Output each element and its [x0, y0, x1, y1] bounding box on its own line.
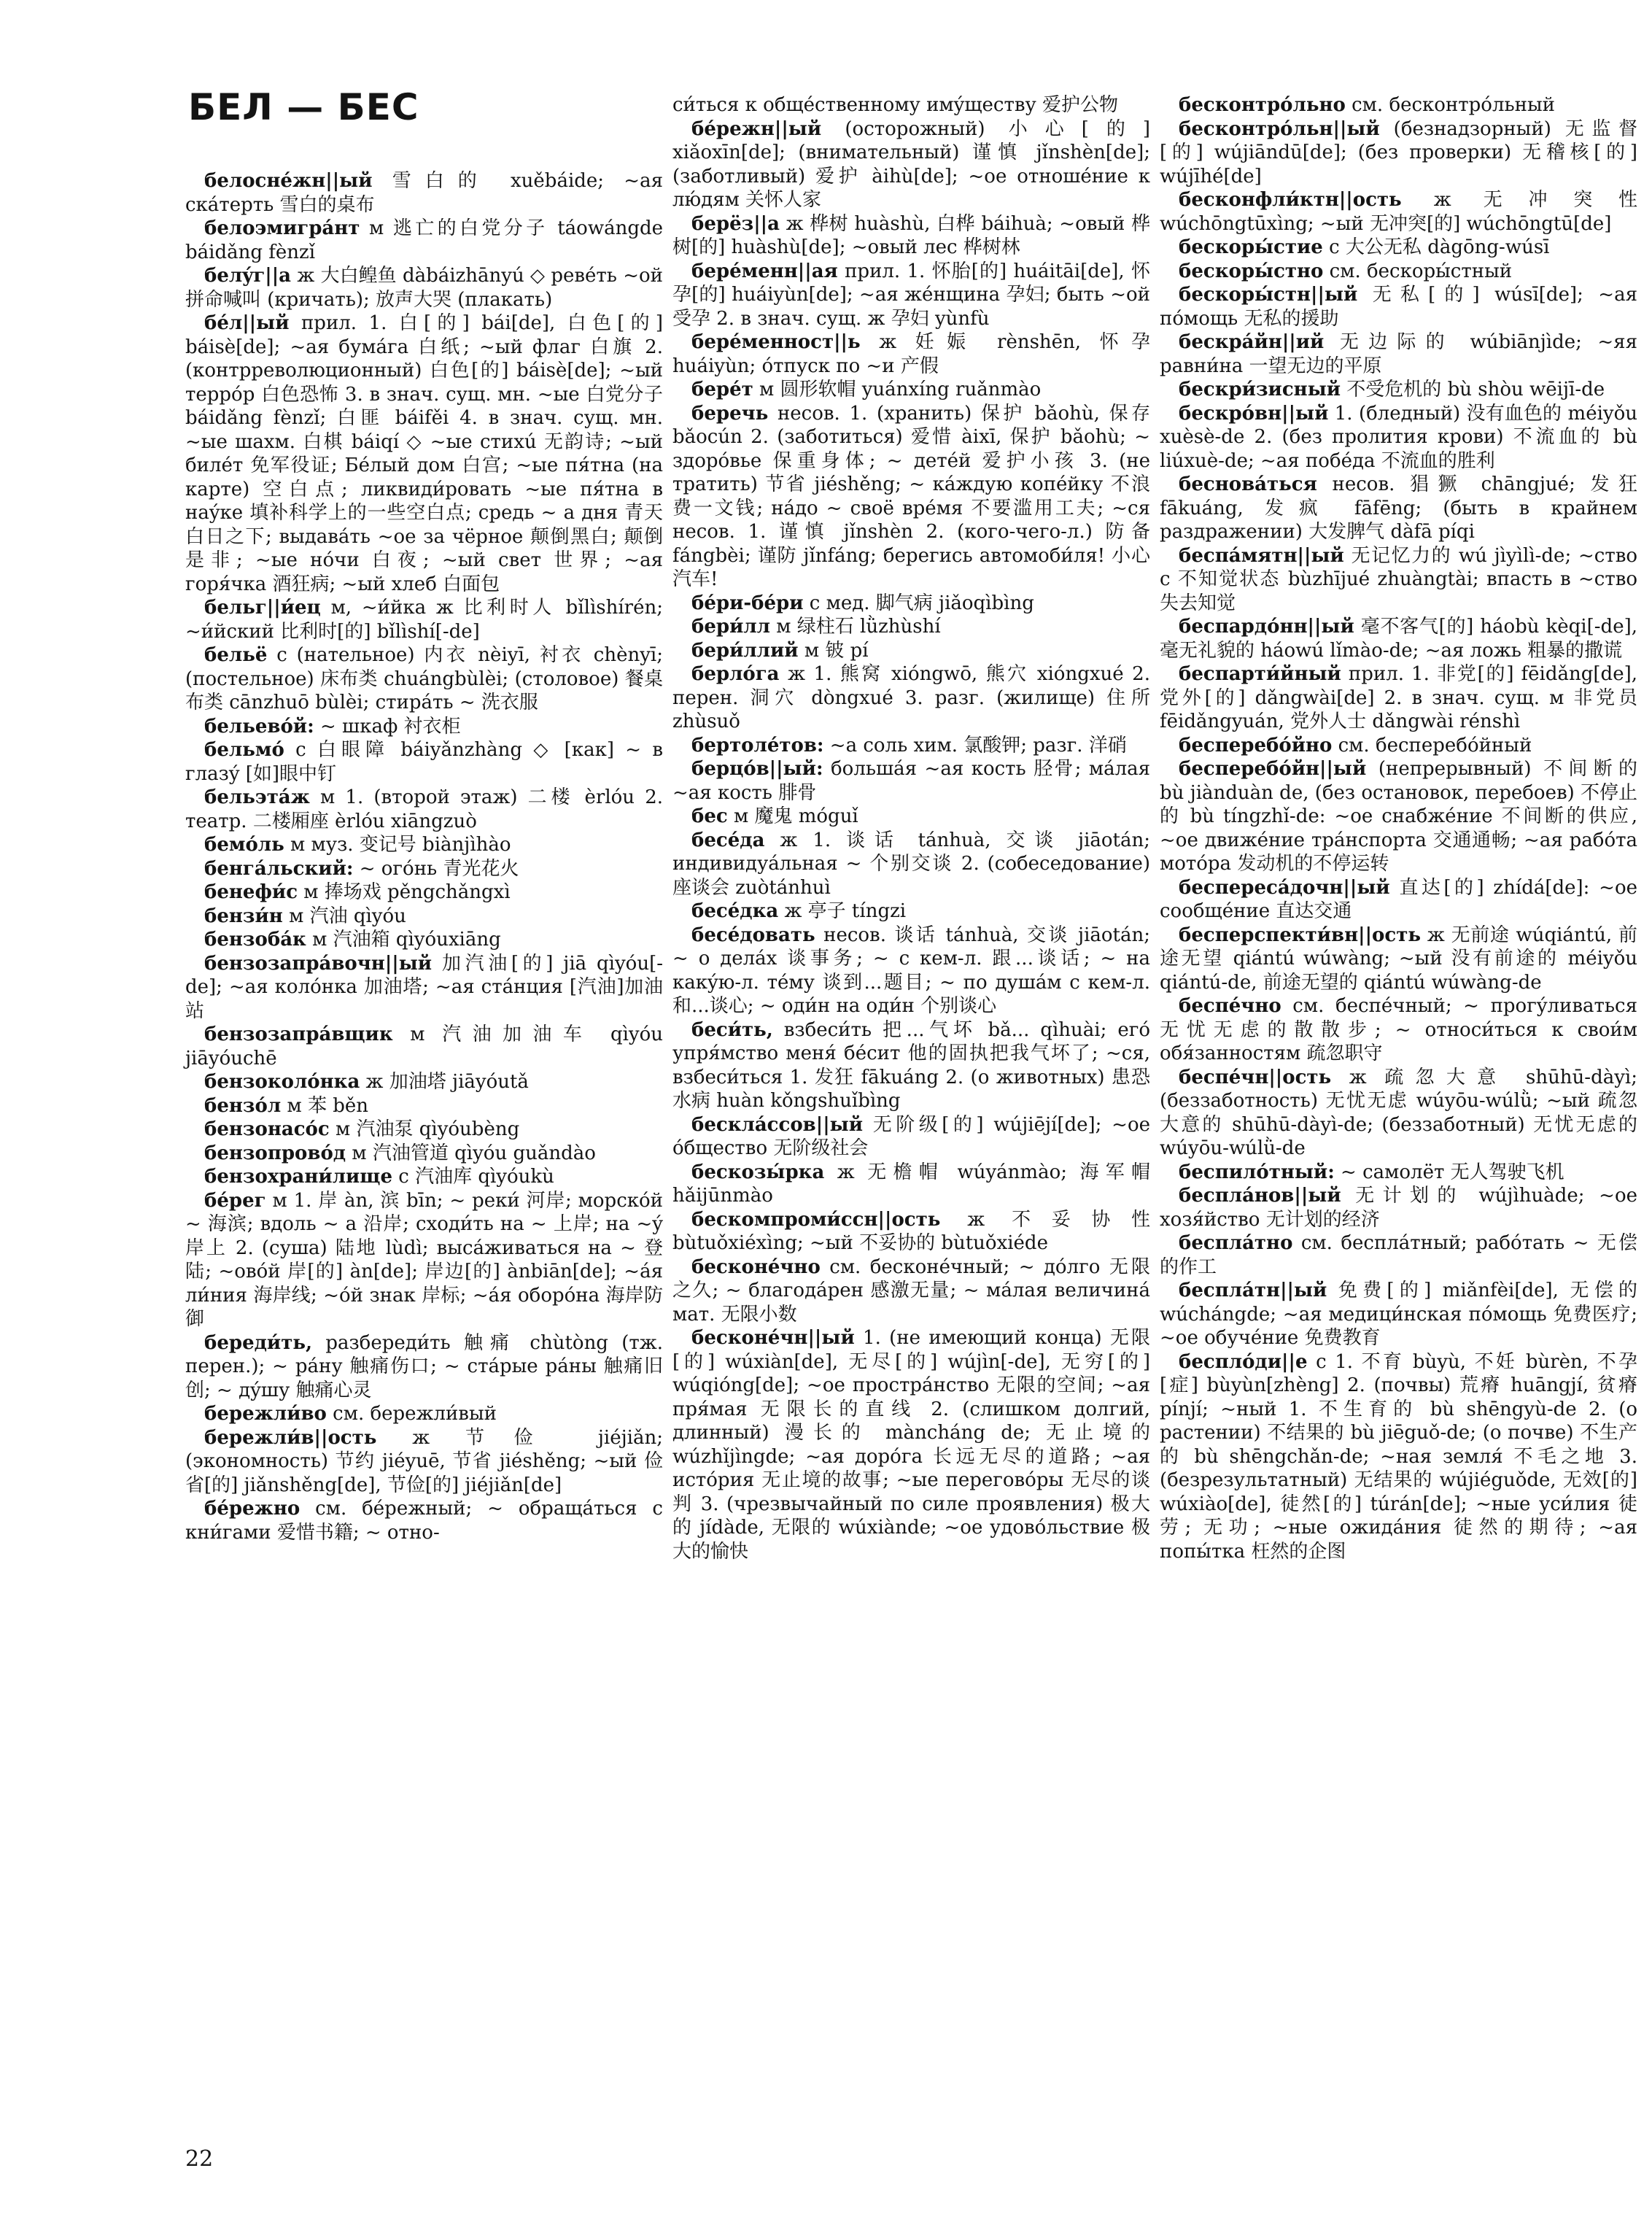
- dictionary-entry: бéрег м 1. 岸 àn, 滨 bīn; ~ реки́ 河岸; морскóй ~ 海滨; вдоль ~ а 沿岸; сходи́ть на ~ 上岸; на ~ý 岸上 2. (суша) 陆地 lùdì; высáживаться на ~ 登陆; ~овóй 岸[的] àn[de]; 岸边[的] ànbiān[de]; ~áя ли́ния 海岸线; ~óй знак 岸标; ~áя оборóна 海岸防御: [185, 1189, 663, 1330]
- dictionary-entry: бери́лл м 绿柱石 lǜzhùshí: [691, 616, 941, 638]
- dictionary-entry: бензозапрáвочн||ый 加汽油[的] jiā qìyóu[-de]; ~ая колóнка 加油塔; ~ая стáнция [汽油]加油站: [185, 952, 663, 1022]
- dictionary-entry: бесклáссов||ый 无阶级[的] wújiējí[de]; ~ое óбщество 无阶级社会: [672, 1113, 1150, 1159]
- dictionary-entry: бельмó с 白眼障 báiyǎnzhàng ◇ [как] ~ в глазý [如]眼中钉: [185, 739, 663, 785]
- headword: бензозапрáвочн||ый: [204, 952, 433, 975]
- dictionary-entry: бенгáльский: ~ огóнь 青光花火: [204, 857, 519, 880]
- dictionary-entry: бензобáк м 汽油箱 qìyóuxiāng: [204, 929, 501, 951]
- dictionary-entry: си́ться к общéственному имýществу 爱护公物: [672, 94, 1119, 116]
- dictionary-entry: бесперспекти́вн||ость ж 无前途 wúqiántú, 前途无望 qiántú wúwàng; ~ый 没有前途的 méiyǒu qiántú-de, 前途无望的 qiántú wúwàng-de: [1160, 924, 1637, 994]
- dictionary-entry: бесéдовать несов. 谈话 tánhuà, 交谈 jiāotán; ~ о делáх 谈事务; ~ с кем-л. 跟...谈话; ~ на какýю-л. тéму 谈到...题目; ~ по душáм с кем-л. 和...谈心; ~ оди́н на оди́н 个别谈心: [672, 924, 1150, 1017]
- dictionary-entry: бесконфли́ктн||ость ж 无冲突性 wúchōngtūxìng; ~ый 无冲突[的] wúchōngtū[de]: [1160, 189, 1637, 235]
- dictionary-entry: бéл||ый прил. 1. 白[的] bái[de], 白色[的] báisè[de]; ~ая бумáга 白纸; ~ый флаг 白旗 2. (контрреволюционный) 白色[的] báisè[de]; ~ый террóр 白色恐怖 3. в знач. сущ. мн. ~ые 白党分子 báidǎng fènzǐ; 白匪 báifěi 4. в знач. сущ. мн. ~ые шахм. 白棋 báiqí ◇ ~ые стихú 无韵诗; ~ый билéт 免军役证; Бéлый дом 白宫; ~ые пя́тна (на карте) 空白点; ликвиди́ровать ~ые пя́тна в наýке 填补科学上的一些空白点; средь ~ а дня 青天白日之下; выдавáть ~ое за чёрное 颠倒黑白; 颠倒是非; ~ые нóчи 白夜; ~ый свет 世界; ~ая горя́чка 酒狂病; ~ый хлеб 白面包: [185, 312, 663, 595]
- headword: бензозапрáвщик: [204, 1024, 393, 1045]
- headword: бензоколóнка: [204, 1071, 360, 1093]
- dictionary-entry: бемóль м муз. 变记号 biànjìhào: [204, 834, 511, 856]
- headword: бензопровóд: [204, 1142, 346, 1164]
- dictionary-entry: бесéда ж 1. 谈话 tánhuà, 交谈 jiāotán; индивидуáльная ~ 个别交谈 2. (собеседование) 座谈会 zuòtánhuì: [672, 829, 1150, 899]
- headword: берцóв||ый:: [691, 758, 823, 780]
- dictionary-entry: бельевóй: ~ шкаф 衬衣柜: [204, 715, 461, 738]
- dictionary-entry: бескозы́рка ж 无檐帽 wúyánmào; 海军帽 hǎijūnmào: [672, 1161, 1150, 1207]
- headword: беси́ть,: [691, 1018, 773, 1041]
- headword: бесновáться: [1179, 473, 1317, 495]
- dictionary-entry: бес м 魔鬼 móguǐ: [691, 805, 858, 827]
- dictionary-entry: бензохрани́лище с 汽油库 qìyóukù: [204, 1166, 554, 1188]
- dictionary-entry: бертолéтов: ~а соль хим. 氯酸钾; разг. 洋硝: [691, 734, 1127, 757]
- dictionary-entry: бескоры́стие с 大公无私 dàgōng-wúsī: [1179, 236, 1550, 258]
- headword: бесéдовать: [691, 924, 815, 946]
- dictionary-entry: бензи́н м 汽油 qìyóu: [204, 905, 406, 927]
- headword: беспересáдочн||ый: [1179, 876, 1390, 899]
- dictionary-entry: беспáмятн||ый 无记忆力的 wú jìyìlì-de; ~ство с 不知觉状态 bùzhījué zhuàngtài; впасть в ~ство 失去知觉: [1160, 544, 1637, 614]
- headword: бельмó: [204, 739, 284, 761]
- dictionary-entry: бери́ллий м 铍 pí: [691, 639, 869, 662]
- headword: бéрежно: [204, 1498, 300, 1520]
- dictionary-entry: берёз||а ж 桦树 huàshù, 白桦 báihuà; ~овый 桦树[的] huàshù[de]; ~овый лес 桦树林: [672, 212, 1150, 258]
- headword: бесконтрóльн||ый: [1179, 117, 1380, 140]
- headword: берлóга: [691, 663, 780, 685]
- dictionary-entry: бельэтáж м 1. (второй этаж) 二楼 èrlóu 2. театр. 二楼厢座 èrlóu xiāngzuò: [185, 786, 663, 832]
- headword: бесперебóйн||ый: [1179, 758, 1367, 780]
- headword: бережли́во: [204, 1403, 327, 1425]
- dictionary-entry: бесконéчн||ый 1. (не имеющий конца) 无限[的] wúxiàn[de], 无尽[的] wújìn[-de], 无穷[的] wúqióng[de]; ~ое прострáнство 无限的空间; ~ая пря́мая 无限长的直线 2. (слишком долгий, длинный) 漫长的 màncháng de; 无止境的 wúzhǐjìngde; ~ая дорóга 长远无尽的道路; ~ая истóрия 无止境的故事; ~ые переговóры 无尽的谈判 3. (чрезвычайный по силе проявления) 极大的 jídàde, 无限的 wúxiànde; ~ое удовóльствие 极大的愉快: [672, 1327, 1150, 1563]
- headword: бесплóди||е: [1179, 1350, 1308, 1373]
- dictionary-entry: бензонасóс м 汽油泵 qìyóubèng: [204, 1118, 520, 1140]
- dictionary-entry: бесновáться несов. 猖獗 chāngjué; 发狂 fākuáng, 发疯 fāfēng; (быть в крайнем раздражении) 大发脾气 dàfā píqi: [1160, 473, 1637, 543]
- dictionary-entry: бескрáйн||ий 无边际的 wúbiānjìde; ~яя равни́на 一望无边的平原: [1160, 331, 1637, 377]
- dictionary-entry: бескри́зисный 不受危机的 bù shòu wēijī-de: [1179, 379, 1605, 401]
- headword: бескозы́рка: [691, 1161, 825, 1183]
- dictionary-entry: бережли́во см. бережли́вый: [204, 1403, 497, 1425]
- dictionary-entry: беспардóнн||ый 毫不客气[的] háobù kèqi[-de], 毫无礼貌的 háowú lǐmào-de; ~ая ложь 粗暴的撒谎: [1160, 616, 1637, 662]
- dictionary-entry: бензозапрáвщик м 汽油加油车 qìyóu jiāyóuchē: [185, 1024, 663, 1069]
- dictionary-entry: берéменн||ая прил. 1. 怀胎[的] huáitāi[de], 怀孕[的] huáiyùn[de]; ~ая жéнщина 孕妇; быть ~ой 受孕 2. в знач. сущ. ж 孕妇 yùnfù: [672, 260, 1150, 330]
- dictionary-entry: бесплóди||е с 1. 不育 bùyù, 不妊 bùrèn, 不孕[症] bùyùn[zhèng] 2. (почвы) 荒瘠 huāngjí, 贫瘠 pínjí; ~ный 1. 不生育的 bù shēngyù-de 2. (о растении) 不结果的 bù jiēguǒ-de; (о почве) 不生产的 bù shēngchǎn-de; ~ная земля́ 不毛之地 3. (безрезультатный) 无结果的 wújiéguǒde, 无效[的] wúxiào[de], 徒然[的] túrán[de]; ~ные уси́лия 徒劳; 无功; ~ные ожидáния 徒然的期待; ~ая попы́тка 枉然的企图: [1160, 1350, 1637, 1563]
- dictionary-entry: береди́ть, разбереди́ть 触痛 chùtòng (тж. перен.); ~ рáну 触痛伤口; ~ стáрые рáны 触痛旧创; ~ дýшу 触痛心灵: [185, 1331, 663, 1401]
- headword: бескрóвн||ый: [1179, 402, 1329, 425]
- headword: бензобáк: [204, 929, 306, 951]
- headword: бесконéчн||ый: [691, 1327, 855, 1349]
- headword: бéри-бéри: [691, 592, 804, 614]
- page-header: БЕЛ — БЕС: [188, 86, 419, 128]
- headword: бенгáльский:: [204, 857, 354, 880]
- dictionary-entry: бéри-бéри с мед. 脚气病 jiǎoqìbìng: [691, 592, 1034, 614]
- dictionary-entry: бенефи́с м 捧场戏 pěngchǎngxì: [204, 881, 511, 903]
- headword: берёз||а: [691, 212, 780, 235]
- headword: бескрáйн||ий: [1179, 331, 1325, 353]
- dictionary-entry: бензоколóнка ж 加油塔 jiāyóutǎ: [204, 1071, 529, 1093]
- dictionary-entry: бережли́в||ость ж 节俭 jiéjiǎn; (экономность) 节约 jiéyuē, 节省 jiéshěng; ~ый 俭省[的] jiǎnshěng[de], 节俭[的] jiéjiǎn[de]: [185, 1426, 663, 1496]
- dictionary-entry: белоэмигрáнт м 逃亡的白党分子 táowángde báidǎng fènzǐ: [185, 217, 663, 263]
- dictionary-entry: бесплáтно см. бесплáтный; рабóтать ~ 无偿的作工: [1160, 1232, 1637, 1278]
- headword: бескоры́стие: [1179, 236, 1323, 258]
- headword: бесéдка: [691, 900, 779, 922]
- headword: берéменн||ая: [691, 260, 838, 282]
- dictionary-entry: берлóга ж 1. 熊窝 xióngwō, 熊穴 xióngxué 2. перен. 洞穴 dòngxué 3. разг. (жилище) 住所 zhùsuǒ: [672, 663, 1150, 732]
- dictionary-entry: берцóв||ый: большáя ~ая кость 胫骨; мáлая ~ая кость 腓骨: [672, 758, 1150, 804]
- headword: бельг||и́ец: [204, 597, 321, 619]
- headword: бельевóй:: [204, 715, 314, 738]
- dictionary-entry: бельг||и́ец м, ~и́йка ж 比利时人 bǐlìshírén; ~и́йский 比利时[的] bǐlìshí[-de]: [185, 597, 663, 643]
- headword: бензóл: [204, 1094, 282, 1117]
- dictionary-entry: бесконéчно см. бесконéчный; ~ дóлго 无限之久; ~ благодáрен 感激无量; ~ мáлая величинá мат. 无限小数: [672, 1255, 1150, 1326]
- headword: бесконтрóльно: [1179, 94, 1346, 116]
- headword: бензонасóс: [204, 1118, 330, 1140]
- headword: бескоры́стно: [1179, 260, 1324, 282]
- dictionary-entry: беспересáдочн||ый 直达[的] zhídá[de]: ~ое сообщéние 直达交通: [1160, 876, 1637, 922]
- headword: бемóль: [204, 834, 284, 856]
- dictionary-entry: берéменност||ь ж 妊娠 rènshēn, 怀孕 huáiyùn; óтпуск по ~и 产假: [672, 331, 1150, 377]
- dictionary-entry: бензопровóд м 汽油管道 qìyóu guǎndào: [204, 1142, 596, 1164]
- dictionary-entry: беречь несов. 1. (хранить) 保护 bǎohù, 保存 bǎocún 2. (заботиться) 爱惜 àixī, 保护 bǎohù; ~ здорóвье 保重身体; ~ детéй 爱护小孩 3. (не тратить) 节省 jiéshěng; ~ кáждую копéйку 不浪费一文钱; нáдо ~ своё врéмя 不要滥用工夫; ~ся несов. 1. 谨慎 jǐnshèn 2. (кого-чего-л.) 防备 fángbèi; 谨防 jǐnfáng; берегись автомоби́ля! 小心汽车!: [672, 402, 1150, 590]
- headword: бенефи́с: [204, 881, 298, 903]
- headword: бесперспекти́вн||ость: [1179, 924, 1421, 946]
- headword: беспéчно: [1179, 995, 1281, 1017]
- dictionary-entry: белýг||а ж 大白鳇鱼 dàbáizhānyú ◇ ревéть ~ой 拼命喊叫 (кричать); 放声大哭 (плакать): [185, 265, 663, 311]
- headword: бесклáссов||ый: [691, 1113, 864, 1136]
- headword: бéрежн||ый: [691, 117, 822, 140]
- headword: бензохрани́лище: [204, 1166, 392, 1188]
- dictionary-entry: бесплáтн||ый 免费[的] miǎnfèi[de], 无偿的 wúchángde; ~ая медици́нская пóмощь 免费医疗; ~ое обучéние 免费教育: [1160, 1280, 1637, 1349]
- headword: бéл||ый: [204, 312, 290, 334]
- dictionary-entry: бесконтрóльн||ый (безнадзорный) 无监督[的] wújiāndū[de]; (без проверки) 无稽核[的] wújīhé[de]: [1160, 117, 1637, 187]
- headword: бес: [691, 805, 728, 827]
- headword: бельэтáж: [204, 786, 310, 808]
- headword: бесéда: [691, 829, 765, 851]
- headword: бери́ллий: [691, 639, 799, 662]
- dictionary-entry: беспéчн||ость ж 疏忽大意 shūhū-dàyì; (беззаботность) 无忧无虑 wúyōu-wúlǜ; ~ый 疏忽大意的 shūhū-dàyì-de; (беззаботный) 无忧无虑的 wúyōu-wúlǜ-de: [1160, 1066, 1637, 1159]
- dictionary-entry: белоснéжн||ый 雪白的 xuěbáide; ~ая скáтерть 雪白的桌布: [185, 170, 663, 216]
- headword: бесперебóйно: [1179, 734, 1333, 757]
- dictionary-entry: беспарти́йный прил. 1. 非党[的] fēidǎng[de], 党外[的] dǎngwài[de] 2. в знач. сущ. м 非党员 fēidǎngyuán, 党外人士 dǎngwài rénshì: [1160, 663, 1637, 732]
- headword: бери́лл: [691, 616, 771, 638]
- headword: бертолéтов:: [691, 734, 824, 757]
- dictionary-entry: бéрежн||ый (осторожный) 小心[的] xiǎoxīn[de]; (внимательный) 谨慎 jǐnshèn[de]; (заботливый) 爱护 àihù[de]; ~ое отношéние к лю́дям 关怀人家: [672, 117, 1150, 211]
- dictionary-entry: беспилóтный: ~ самолёт 无人驾驶飞机: [1179, 1161, 1564, 1183]
- dictionary-entry: бескрóвн||ый 1. (бледный) 没有血色的 méiyǒu xuèsè-de 2. (без пролития крови) 不流血的 bù liúxuè-de; ~ая побéда 不流血的胜利: [1160, 402, 1637, 472]
- dictionary-entry: бесплáнов||ый 无计划的 wújìhuàde; ~ое хозя́йство 无计划的经济: [1160, 1185, 1637, 1231]
- headword: бензи́н: [204, 905, 283, 927]
- headword: беречь: [691, 402, 769, 425]
- dictionary-entry: бескоры́стн||ый 无私[的] wúsī[de]; ~ая пóмощь 无私的援助: [1160, 284, 1637, 330]
- dictionary-entry: бельё с (нательное) 内衣 nèiyī, 衬衣 chènyī; (постельное) 床布类 chuángbùlèi; (столовое) 餐桌布类 cānzhuō bùlèi; стирáть ~ 洗衣服: [185, 644, 663, 713]
- page-number: 22: [185, 2146, 214, 2172]
- dictionary-entry: беспéчно см. беспéчный; ~ прогýливаться 无忧无虑的散散步; ~ относи́ться к свои́м обя́занностям 疏忽职守: [1160, 995, 1637, 1064]
- headword: белоснéжн||ый: [204, 170, 373, 192]
- column-2: [672, 93, 1150, 1563]
- dictionary-entry: берéт м 圆形软帽 yuánxíng ruǎnmào: [691, 379, 1042, 401]
- dictionary-entry: бесконтрóльно см. бесконтрóльный: [1179, 94, 1555, 116]
- dictionary-entry: бензóл м 苯 běn: [204, 1094, 368, 1117]
- headword: беспарти́йный: [1179, 663, 1341, 685]
- column-3: [1160, 93, 1637, 1563]
- headword: бесплáнов||ый: [1179, 1185, 1341, 1207]
- headword: бéрег: [204, 1189, 266, 1212]
- headword: беспéчн||ость: [1179, 1066, 1332, 1088]
- headword: бельё: [204, 644, 268, 666]
- dictionary-entry: беси́ть, взбеси́ть 把...气坏 bǎ... qìhuài; егó упря́мство меня́ бéсит 他的固执把我气坏了; ~ся, взбеси́ться 1. 发狂 fākuáng 2. (о животных) 患恐水病 huàn kǒngshuǐbìng: [672, 1018, 1150, 1112]
- headword: беспáмятн||ый: [1179, 544, 1344, 567]
- headword: белýг||а: [204, 265, 292, 287]
- headword: беспилóтный:: [1179, 1161, 1335, 1183]
- column-1: [185, 169, 663, 1544]
- headword: белоэмигрáнт: [204, 217, 360, 239]
- dictionary-entry: бескоры́стно см. бескоры́стный: [1179, 260, 1513, 282]
- headword: бесплáтн||ый: [1179, 1280, 1327, 1301]
- headword: беспардóнн||ый: [1179, 616, 1354, 638]
- headword: берéт: [691, 379, 753, 401]
- dictionary-entry: бесперебóйн||ый (непрерывный) 不间断的 bù jiànduàn de, (без остановок, перебоев) 不停止的 bù tíngzhǐ-de: ~ое снабжéние 不间断的供应, ~ое движéние трáнспорта 交通通畅; ~ая рабóта мотóра 发动机的不停运转: [1160, 758, 1638, 875]
- headword: бескоры́стн||ый: [1179, 284, 1358, 306]
- headword: бескри́зисный: [1179, 379, 1341, 401]
- headword: бескомпроми́ссн||ость: [691, 1208, 941, 1231]
- headword: береди́ть,: [204, 1331, 313, 1354]
- headword: бесконфли́ктн||ость: [1179, 189, 1402, 211]
- dictionary-entry: бесéдка ж 亭子 tíngzi: [691, 900, 907, 922]
- headword: берéменност||ь: [691, 331, 861, 353]
- headword: бесконéчно: [691, 1255, 821, 1278]
- headword: бесплáтно: [1179, 1232, 1293, 1254]
- dictionary-entry: бескомпроми́ссн||ость ж 不妥协性 bùtuǒxiéxìng; ~ый 不妥协的 bùtuǒxiéde: [672, 1208, 1150, 1254]
- dictionary-entry: бесперебóйно см. бесперебóйный: [1179, 734, 1532, 757]
- dictionary-entry: бéрежно см. бéрежный; ~ обращáться с кни́гами 爱惜书籍; ~ отно-: [185, 1498, 663, 1544]
- headword: бережли́в||ость: [204, 1426, 377, 1449]
